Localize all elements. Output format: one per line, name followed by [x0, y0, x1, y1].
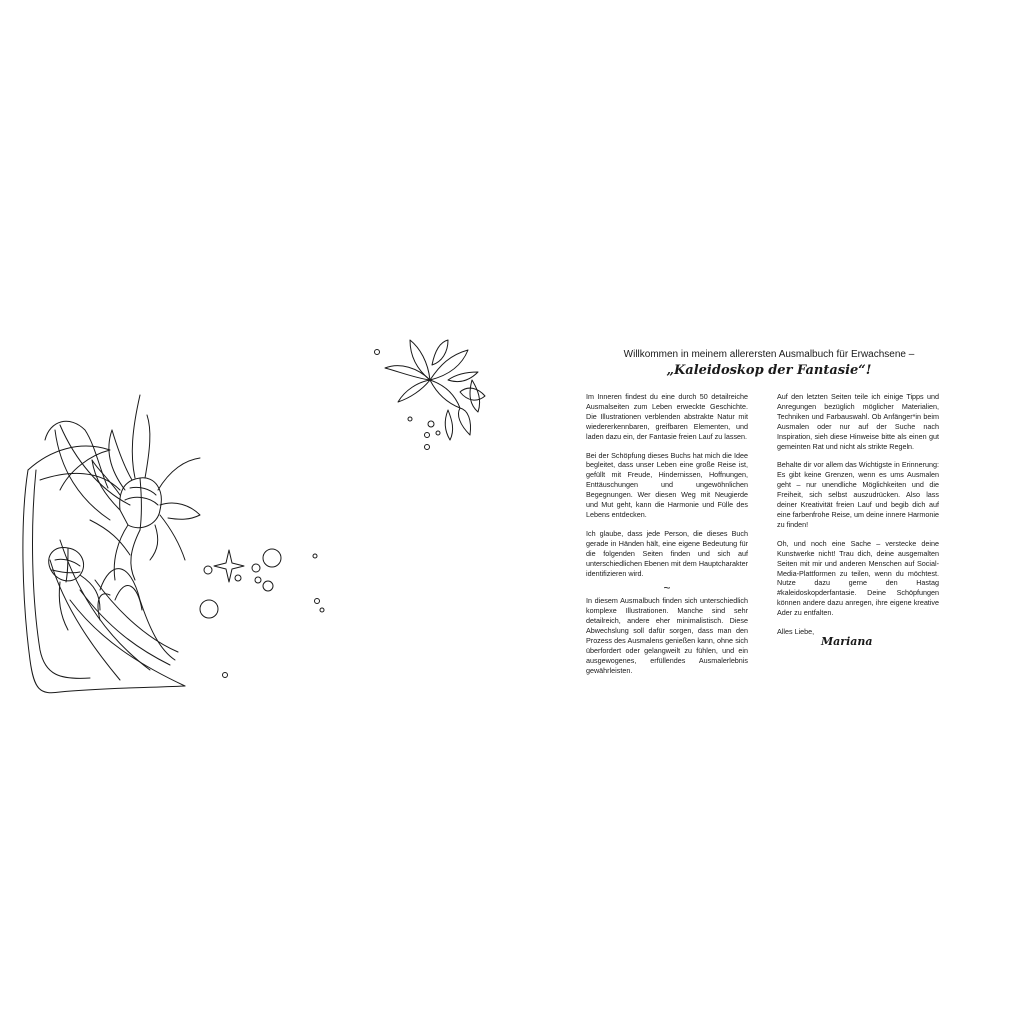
paragraph: In diesem Ausmalbuch finden sich unterschiedlich komplexe Illustrationen. Manche sind sehr detailreich, andere eher minimalistisch. Diese Abwechslung soll dafür sorgen, dass man den Prozess des Ausmalens genießen kann, ohne sich überfordert oder gelangweilt zu fühlen, und ein ausgewogenes, erfüllendes Ausmalerlebnis gewährleisten.	[586, 596, 748, 675]
welcome-heading: Willkommen in meinem allerersten Ausmalbuch für Erwachsene –	[623, 349, 915, 360]
text-column-left	[586, 392, 748, 685]
paragraph: Behalte dir vor allem das Wichtigste in Erinnerung: Es gibt keine Grenzen, wenn es ums Ausmalen geht – nur unendliche Möglichkeiten und die Freiheit, sich selbst auszudrücken. Also lass deiner Kreativität freien Lauf und begib dich auf eine farbenfrohe Reise, um deine innere Harmonie zu finden!	[777, 460, 939, 529]
wave-leaves-drawing	[23, 421, 185, 692]
paragraph: Bei der Schöpfung dieses Buchs hat mich die Idee begleitet, dass unser Leben eine große Reise ist, gefüllt mit Freude, Hindernissen, Hoffnungen, Enttäuschungen und ungewöhnlichen Begegnungen. Wer diesen Weg mit Neugierde und Mut geht, kann die Harmonie und Fülle des Lebens entdecken.	[586, 450, 748, 519]
text-column-right	[777, 392, 939, 647]
paragraph: Im Inneren findest du eine durch 50 detailreiche Ausmalseiten zum Leben erweckte Geschichte. Die Illustrationen verblenden abstrakte Natur mit wiedererkennbaren, greifbaren Elementen, und laden dazu ein, der Fantasie freien Lauf zu lassen.	[586, 392, 748, 441]
closing-line: Alles Liebe,	[777, 627, 815, 637]
bubbles-drawing	[200, 549, 324, 678]
lower-flower-drawing	[49, 547, 100, 630]
paragraph: Ich glaube, dass jede Person, die dieses Buch gerade in Händen hält, eine eigene Bedeutung für die folgenden Seiten finden und sich auf unterschiedlichen Ebenen mit dem Hauptcharakter identifizieren wird.	[586, 528, 748, 578]
tilde-divider: ~	[663, 581, 671, 596]
paragraph: Auf den letzten Seiten teile ich einige Tipps und Anregungen bezüglich möglicher Materialien, Techniken und Farbauswahl. Ob Anfänger*in beim Ausmalen oder nur auf der Suche nach Inspiration, sieh diese Hinweise bitte als einen gut gemeinten Rat und nicht als strikte Regeln.	[777, 392, 939, 451]
paragraph: Oh, und noch eine Sache – verstecke deine Kunstwerke nicht! Trau dich, deine ausgemalten Seiten mit mir und anderen Menschen auf Social-Media-Plattformen zu teilen, wenn du möchtest. Nutze dazu gerne den Hastag #kaleidoskopderfantasie. Deine Schöpfungen können andere dazu anregen, ihre eigene kreative Ader zu entfalten.	[777, 538, 939, 618]
lotus-flower-drawing	[375, 340, 486, 450]
book-title: „Kaleidoskop der Fantasie“!	[666, 363, 872, 378]
signature: Mariana	[821, 634, 873, 648]
